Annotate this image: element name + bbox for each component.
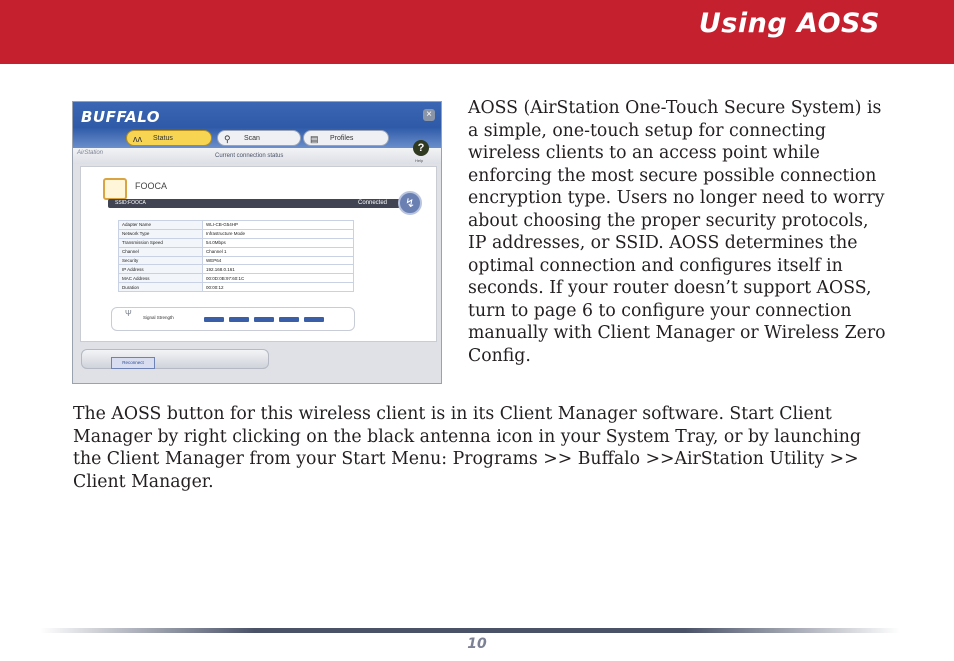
ssid-name: FOOCA [135, 181, 168, 191]
detail-key: Network Type [119, 229, 203, 238]
client-manager-paragraph: The AOSS button for this wireless client is in its Client Manager software. Start Client Manager by right clicking on the black antenna icon in your System Tray, or by launching the Client Manager from your Start Menu: Programs >> Buffalo >>AirStation Utility >> Client Manager. [73, 404, 861, 492]
connection-status: Connected [358, 200, 388, 206]
airstation-label: AirStation [77, 150, 104, 156]
screenshot-bottom-bar [81, 349, 269, 369]
signal-bar [254, 317, 274, 322]
detail-value: Infrastructure Mode [203, 229, 354, 238]
detail-value: 54.0Mbps [203, 238, 354, 247]
signal-strength-label: Signal Strength [143, 315, 174, 320]
close-icon: × [423, 109, 435, 121]
buffalo-logo: BUFFALO [81, 108, 161, 126]
page-title: Using AOSS [698, 8, 880, 39]
antenna-icon: Ψ [125, 309, 132, 318]
signal-icon: ᴧᴧ [133, 134, 142, 144]
tab-scan [217, 130, 301, 146]
help-label: Help [415, 158, 424, 163]
help-icon: ? [413, 140, 429, 156]
detail-value: 00:0D:0B:97:60:1C [203, 274, 354, 283]
signal-bar [304, 317, 324, 322]
detail-key: Adapter Name [119, 221, 203, 230]
signal-bar [204, 317, 224, 322]
detail-key: Security [119, 256, 203, 265]
router-icon [103, 178, 127, 200]
client-manager-screenshot [72, 101, 442, 384]
section-title: Current connection status [215, 153, 284, 159]
detail-value: WEP64 [203, 256, 354, 265]
connection-bar [108, 199, 400, 208]
table-row [119, 256, 354, 265]
signal-bar [279, 317, 299, 322]
connection-ssid: SSID:FOOCA [115, 200, 146, 206]
tab-status-label: Status [153, 135, 173, 142]
footer-divider [40, 628, 900, 633]
table-row [119, 247, 354, 256]
signal-bar [229, 317, 249, 322]
table-row [119, 274, 354, 283]
detail-value: WLI-CB-G54HP [203, 221, 354, 230]
tab-profiles [303, 130, 389, 146]
aoss-intro-paragraph: AOSS (AirStation One-Touch Secure System) is a simple, one-touch setup for connecting wireless clients to an access point while enforcing the most secure possible connection encryption type. Users no longer need to worry about choosing the proper security protocols, IP addresses, or SSID. AOSS determines the optimal connection and configures itself in seconds. If your router doesn’t support AOSS, turn to page 6 to configure your connection manually with Client Manager or Wireless Zero Config. [468, 98, 886, 366]
detail-key: Duration [119, 283, 203, 292]
table-row [119, 229, 354, 238]
detail-value: 00:00:12 [203, 283, 354, 292]
reconnect-button: Reconnect [111, 357, 155, 369]
table-row [119, 265, 354, 274]
page-number: 10 [467, 636, 487, 652]
connection-details-table [118, 220, 354, 292]
detail-key: IP Address [119, 265, 203, 274]
table-row [119, 283, 354, 292]
table-row [119, 238, 354, 247]
detail-key: MAC Address [119, 274, 203, 283]
tab-profiles-label: Profiles [330, 135, 354, 142]
detail-value: 192.168.0.161 [203, 265, 354, 274]
detail-key: Transmission Speed [119, 238, 203, 247]
detail-key: Channel [119, 247, 203, 256]
magnifier-icon: ⚲ [224, 134, 231, 144]
document-icon: ▤ [310, 134, 319, 144]
aoss-button-icon: ↯ [398, 191, 422, 215]
detail-value: Channel 1 [203, 247, 354, 256]
tab-status [126, 130, 212, 146]
tab-scan-label: Scan [244, 135, 260, 142]
table-row [119, 221, 354, 230]
